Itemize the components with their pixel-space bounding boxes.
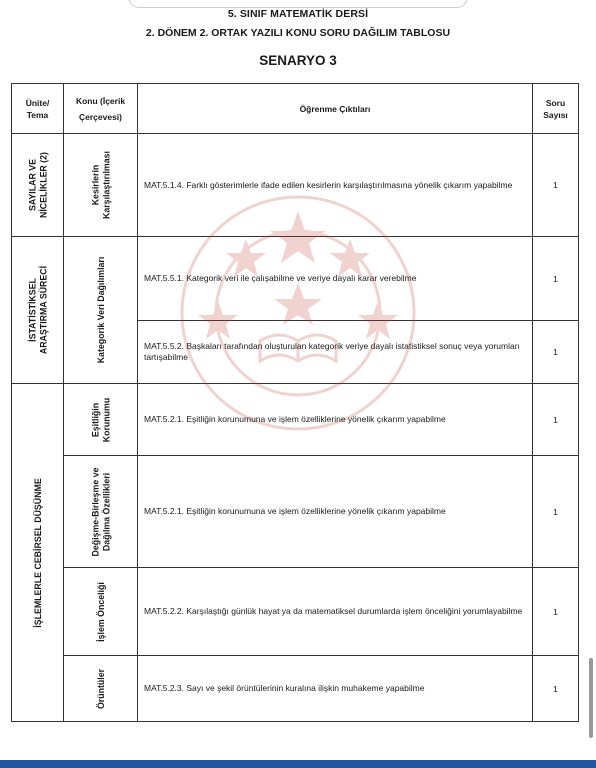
header-konu: Konu (İçerik Çerçevesi) [64,84,138,134]
topic-cell-kategorik: Kategorik Veri Dağılımları [64,237,138,384]
table-row [12,568,579,656]
outcome-cell: MAT.5.5.2. Başkaları tarafından oluşturulan kategorik veriye dayalı istatistiksel sonuç veya yorumları tartışabilme [138,321,533,384]
document-title: 5. SINIF MATEMATİK DERSİ [227,8,369,20]
topic-cell-degisme: Değişme-Birleşme ve Dağılma Özellikleri [64,456,138,568]
table-row [12,384,579,456]
count-cell: 1 [533,321,579,384]
outcome-cell: MAT.5.1.4. Farklı gösterimlerle ifade edilen kesirlerin karşılaştırılmasına yönelik çıkarım yapabilme [138,134,533,237]
header-outcomes: Öğrenme Çıktıları [138,84,533,134]
table-row [12,656,579,722]
topic-cell-islem-onceligi: İşlem Önceliği [64,568,138,656]
count-cell: 1 [533,384,579,456]
outcome-cell: MAT.5.2.3. Sayı ve şekil örüntülerinin kuralına ilişkin muhakeme yapabilme [138,656,533,722]
outcome-cell: MAT.5.5.1. Kategorik veri ile çalışabilme ve veriye dayalı karar verebilme [138,237,533,321]
count-cell: 1 [533,237,579,321]
outcome-cell: MAT.5.2.2. Karşılaştığı günlük hayat ya da matematiksel durumlarda işlem önceliğini yorumlayabilme [138,568,533,656]
header-unite: Ünite/ Tema [12,84,64,134]
header-question-count: Soru Sayısı [533,84,579,134]
count-cell: 1 [533,656,579,722]
top-strip [0,0,596,8]
count-cell: 1 [533,568,579,656]
unit-cell-istatistik: İSTATİSTİKSEL ARAŞTIRMA SÜRECİ [12,237,64,384]
topic-cell-esitlik: Eşitliğin Korunumu [64,384,138,456]
outcome-cell: MAT.5.2.1. Eşitliğin korunumuna ve işlem özelliklerine yönelik çıkarım yapabilme [138,384,533,456]
outcome-cell: MAT.5.2.1. Eşitliğin korunumuna ve işlem özelliklerine yönelik çıkarım yapabilme [138,456,533,568]
count-cell: 1 [533,456,579,568]
table-row [12,237,579,321]
bottom-toolbar [0,760,596,768]
address-bar[interactable] [128,0,468,8]
document-subtitle: 2. DÖNEM 2. ORTAK YAZILI KONU SORU DAĞILIM TABLOSU [145,27,451,39]
unit-cell-islemler: İŞLEMLERLE CEBİRSEL DÜŞÜNME [12,384,64,722]
distribution-table [11,83,579,722]
table-row [12,134,579,237]
scenario-title: SENARYO 3 [259,53,337,68]
scrollbar-thumb[interactable] [589,658,593,738]
topic-cell-oruntuler: Örüntüler [64,656,138,722]
table-row [12,456,579,568]
table-header-row [12,84,579,134]
unit-cell-sayilar: SAYILAR VE NİCELİKLER (2) [12,134,64,237]
topic-cell-kesirler: Kesirlerin Karşılaştırılması [64,134,138,237]
count-cell: 1 [533,134,579,237]
